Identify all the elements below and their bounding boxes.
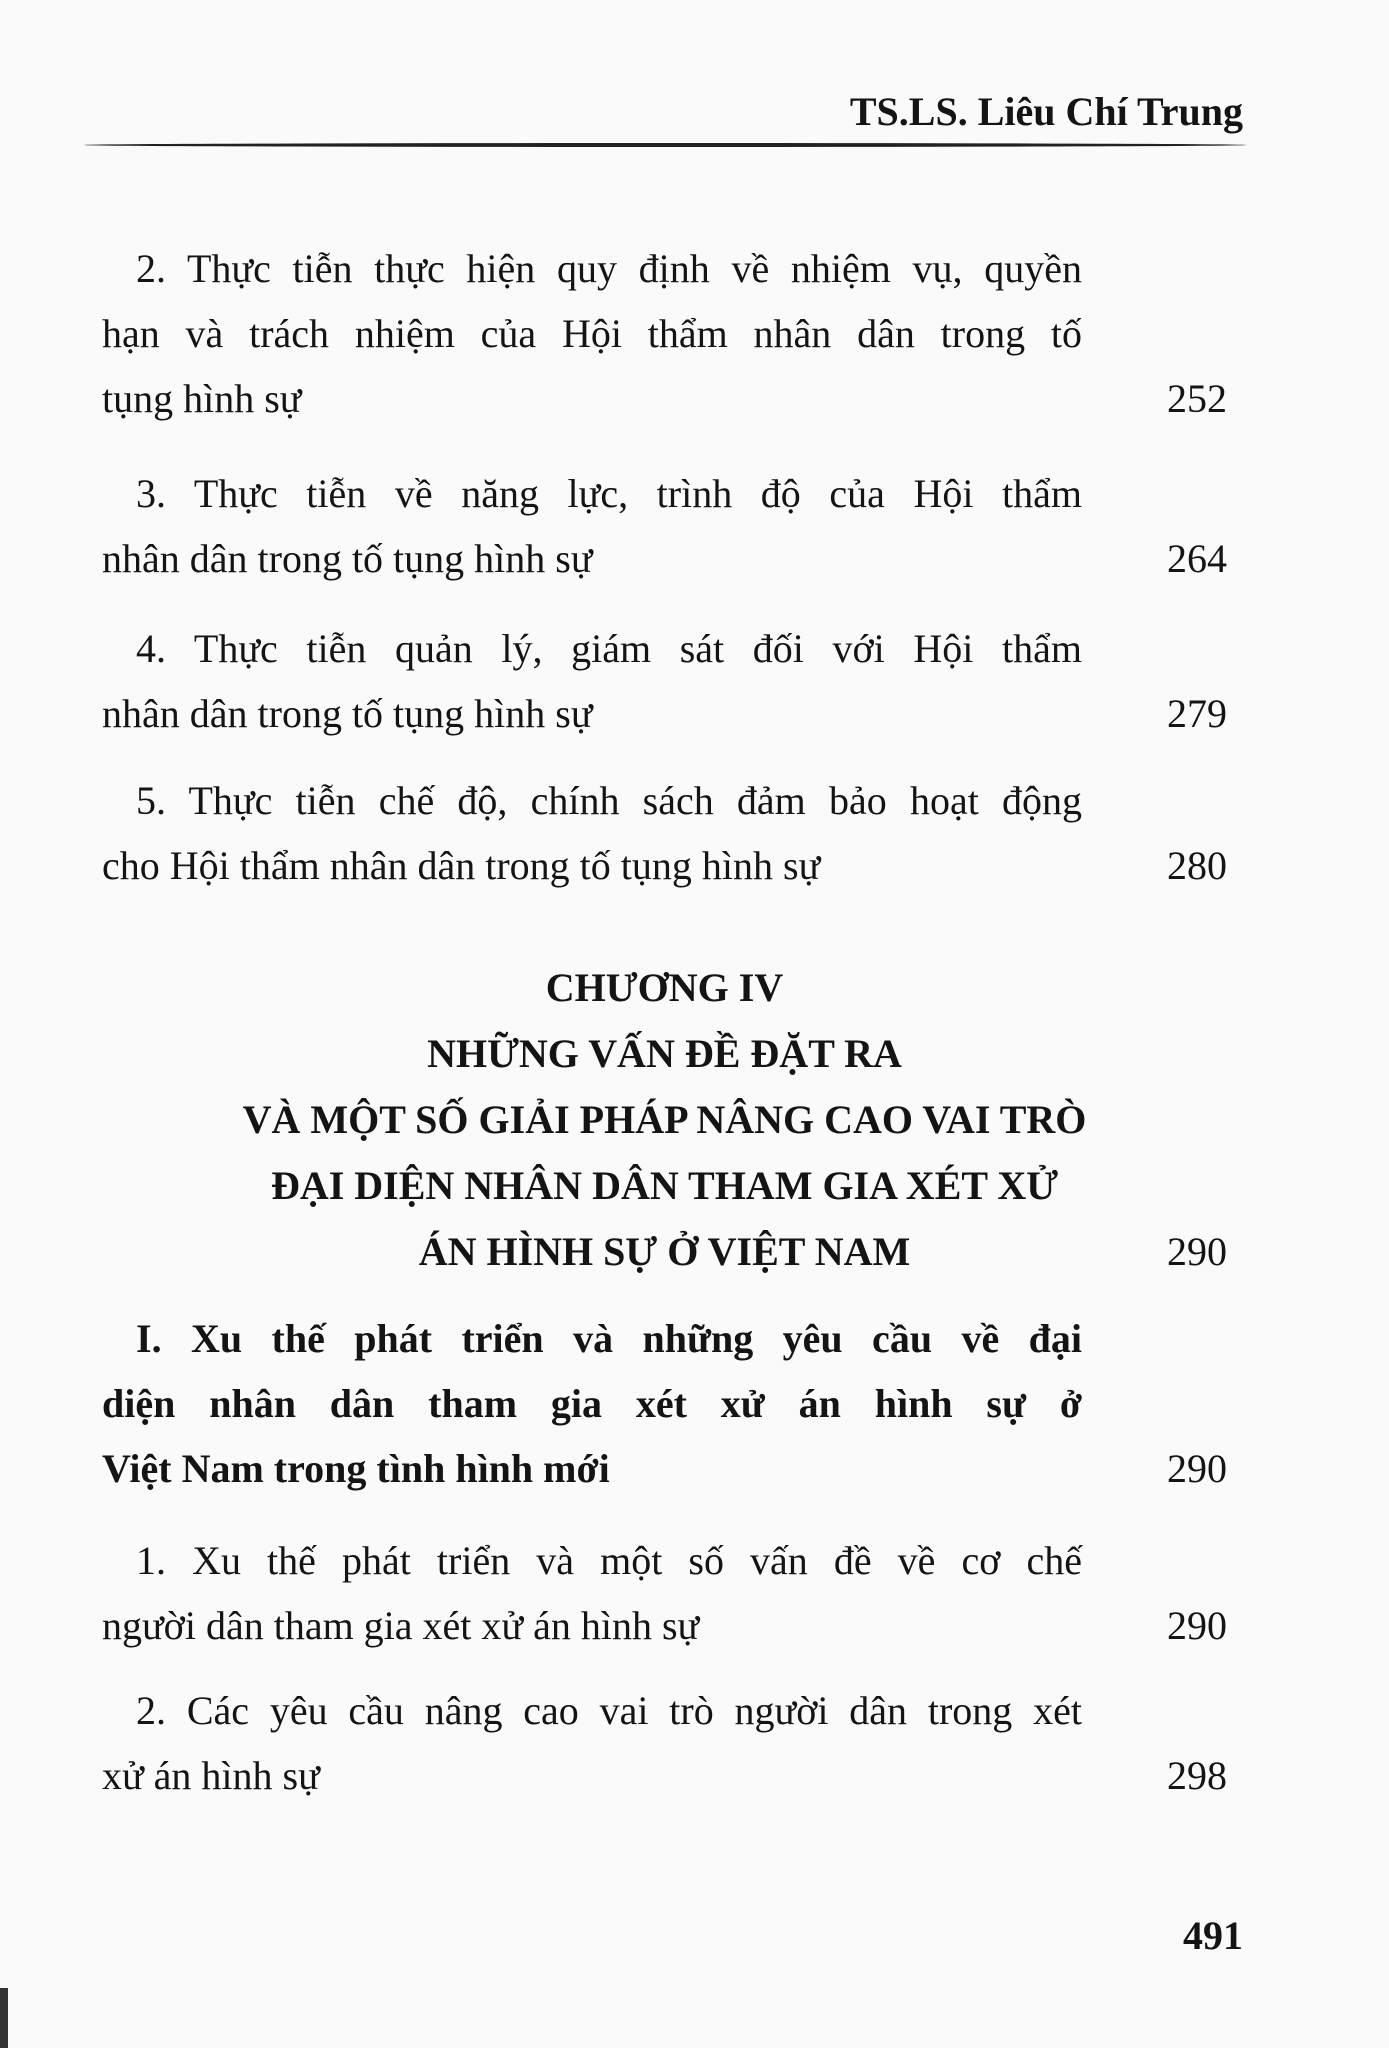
page-number: 252	[1167, 376, 1227, 421]
page-number: 280	[1167, 843, 1227, 888]
toc-entry	[102, 1528, 1227, 1658]
entry-line: hạn và trách nhiệm của Hội thẩm nhân dân trong tố	[102, 311, 1082, 356]
chapter-line: ĐẠI DIỆN NHÂN DÂN THAM GIA XÉT XỬ	[270, 1163, 1059, 1208]
entry-line: tụng hình sự	[102, 376, 302, 421]
toc-entry	[102, 1678, 1227, 1808]
entry-line: 3. Thực tiễn về năng lực, trình độ của Hội thẩm	[136, 471, 1082, 516]
entry-line: 4. Thực tiễn quản lý, giám sát đối với Hội thẩm	[136, 626, 1082, 671]
page-number: 290	[1167, 1603, 1227, 1648]
entry-line: I. Xu thế phát triển và những yêu cầu về đại	[136, 1316, 1082, 1361]
header-rule	[84, 143, 1246, 147]
entry-line: 2. Thực tiễn thực hiện quy định về nhiệm vụ, quyền	[136, 246, 1082, 291]
entry-line: 1. Xu thế phát triển và một số vấn đề về cơ chế	[136, 1538, 1082, 1583]
entry-line: nhân dân trong tố tụng hình sự	[102, 536, 593, 581]
toc-entry	[102, 768, 1227, 898]
toc-entry	[102, 236, 1227, 431]
page-edge-shadow	[0, 1988, 8, 2048]
chapter-line: VÀ MỘT SỐ GIẢI PHÁP NÂNG CAO VAI TRÒ	[242, 1097, 1087, 1142]
chapter-line: NHỮNG VẤN ĐỀ ĐẶT RA	[427, 1031, 902, 1076]
chapter-line: ÁN HÌNH SỰ Ở VIỆT NAM	[418, 1229, 911, 1274]
entry-line: 2. Các yêu cầu nâng cao vai trò người dân trong xét	[136, 1688, 1082, 1733]
toc-entry	[102, 616, 1227, 746]
chapter-heading	[102, 955, 1227, 1285]
entry-line: nhân dân trong tố tụng hình sự	[102, 691, 593, 736]
toc-entry-section	[102, 1306, 1227, 1501]
page-number: 264	[1167, 536, 1227, 581]
header-author: TS.LS. Liêu Chí Trung	[849, 89, 1243, 134]
entry-line: 5. Thực tiễn chế độ, chính sách đảm bảo hoạt động	[136, 778, 1082, 823]
page-number: 298	[1167, 1753, 1227, 1798]
page-number: 279	[1167, 691, 1227, 736]
page-number: 290	[1167, 1229, 1227, 1274]
folio-page-number: 491	[1183, 1913, 1243, 1958]
page-number: 290	[1167, 1446, 1227, 1491]
entry-line: cho Hội thẩm nhân dân trong tố tụng hình sự	[102, 843, 821, 888]
entry-line: xử án hình sự	[102, 1753, 320, 1798]
entry-line: diện nhân dân tham gia xét xử án hình sự ở	[102, 1381, 1082, 1426]
entry-line: Việt Nam trong tình hình mới	[102, 1446, 610, 1491]
chapter-line: CHƯƠNG IV	[545, 965, 784, 1010]
toc-entry	[102, 461, 1227, 591]
entry-line: người dân tham gia xét xử án hình sự	[102, 1603, 700, 1648]
